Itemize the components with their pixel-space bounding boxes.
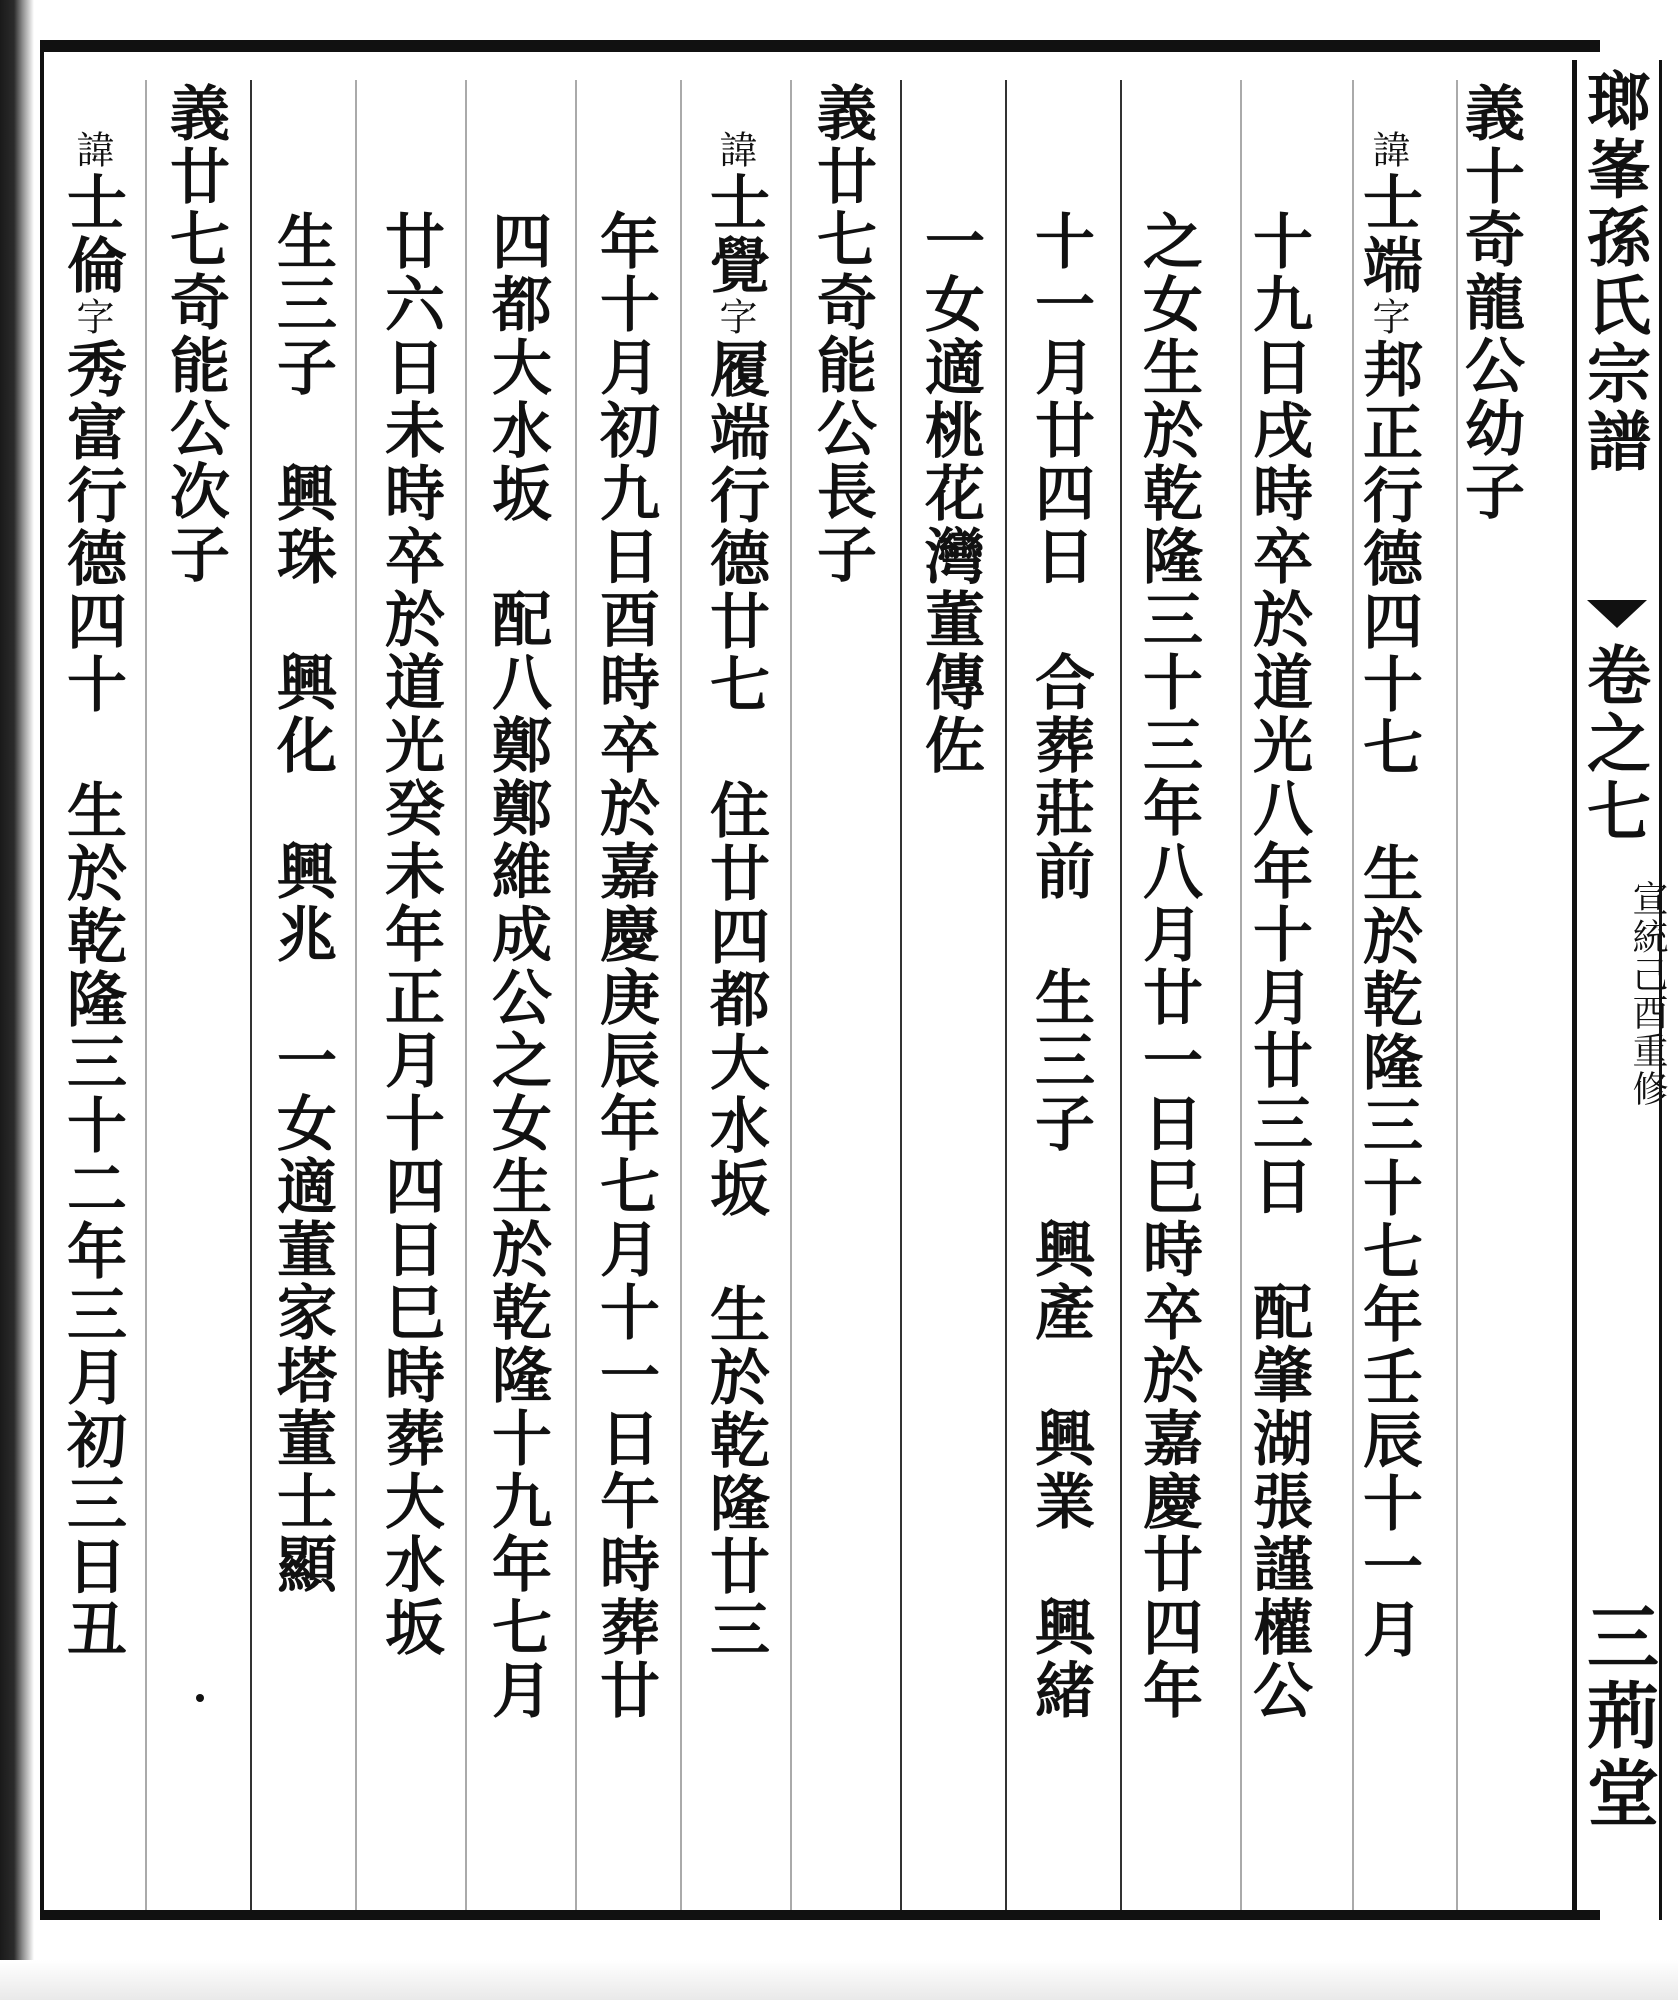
column-rule <box>145 80 147 1910</box>
column-rule <box>355 80 357 1910</box>
column-rule <box>465 80 467 1910</box>
column-rule <box>250 80 252 1910</box>
book-title: 瑯峯孫氏宗譜 <box>1576 68 1651 476</box>
volume-label: 卷之七 <box>1576 642 1651 846</box>
column-rule <box>1240 80 1242 1910</box>
text-column: 生三子 興珠 興化 興兆 一女適董家塔董士顯 <box>267 210 337 1596</box>
column-rule <box>790 80 792 1910</box>
edition-label: 宣統己酉重修 <box>1627 880 1668 1108</box>
binding-edge <box>0 0 34 2000</box>
text-column: 諱士覺字履端行德廿七 住廿四都大水坂 生於乾隆廿三 <box>700 130 770 1661</box>
hall-name: 三荊堂 <box>1575 1600 1660 1834</box>
page-margin-column <box>1572 60 1668 1920</box>
text-column: 十一月廿四日 合葬莊前 生三子 興產 興業 興緒 <box>1025 210 1095 1722</box>
text-column: 廿六日未時卒於道光癸未年正月十四日巳時葬大水坂 <box>375 210 445 1659</box>
column-rule <box>575 80 577 1910</box>
text-column: 之女生於乾隆三十三年八月廿一日巳時卒於嘉慶廿四年 <box>1133 210 1203 1722</box>
text-column: 年十月初九日酉時卒於嘉慶庚辰年七月十一日午時葬廿 <box>590 210 660 1722</box>
text-column: 義廿七奇能公次子 <box>160 82 230 586</box>
text-column: 諱士倫字秀富行德四十 生於乾隆三十二年三月初三日丑 <box>57 130 127 1661</box>
punctuation-dot <box>196 1694 204 1702</box>
text-column: 義十奇龍公幼子 <box>1455 82 1525 523</box>
fish-tail-icon <box>1587 600 1647 628</box>
text-column: 四都大水坂 配八鄭鄭維成公之女生於乾隆十九年七月 <box>482 210 552 1722</box>
column-rule <box>900 80 902 1910</box>
text-column: 一女適桃花灣董傳佐 <box>915 210 985 777</box>
text-column: 諱士端字邦正行德四十七 生於乾隆三十七年壬辰十一月 <box>1353 130 1423 1661</box>
column-rule <box>1005 80 1007 1910</box>
text-column: 義廿七奇能公長子 <box>807 82 877 586</box>
page-bottom-edge <box>0 1960 1678 2000</box>
column-rule <box>1120 80 1122 1910</box>
column-rule <box>680 80 682 1910</box>
text-column: 十九日戌時卒於道光八年十月廿三日 配肇湖張謹權公 <box>1243 210 1313 1722</box>
